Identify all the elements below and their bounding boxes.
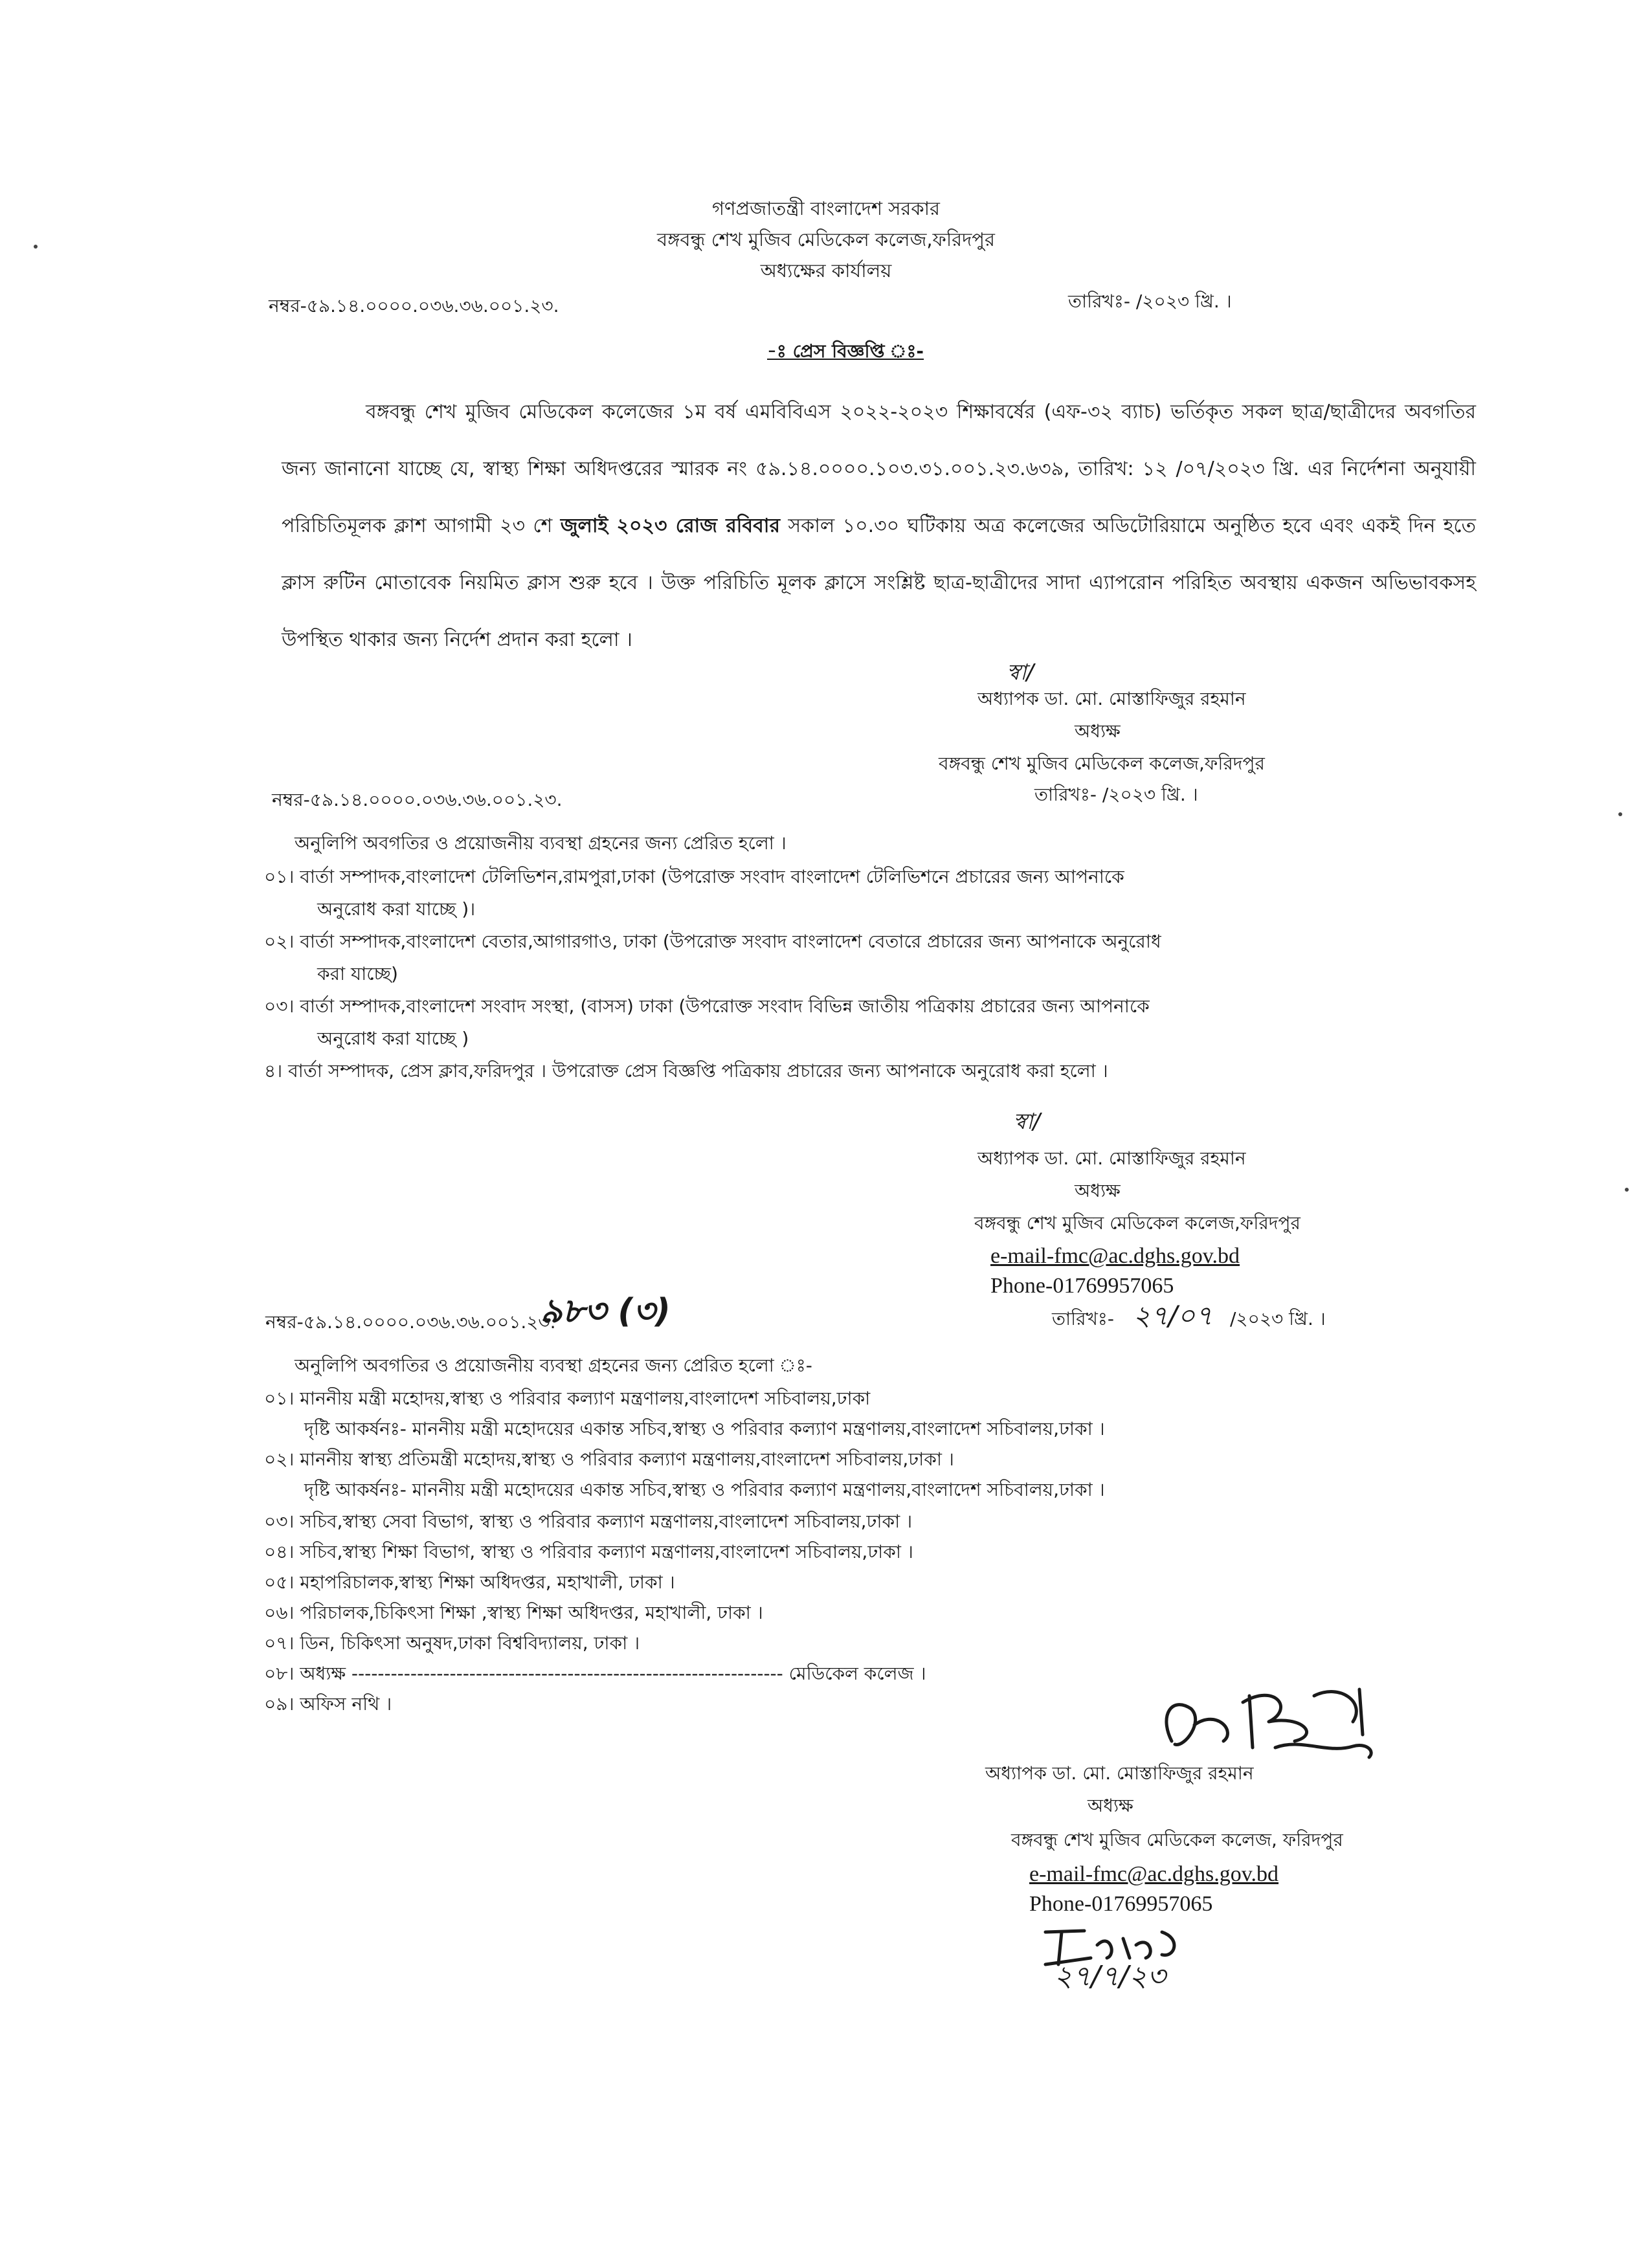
- email-address[interactable]: e-mail-fmc@ac.dghs.gov.bd: [990, 1244, 1240, 1268]
- body-text-part2: সকাল ১০.৩০ ঘটিকায় অত্র কলেজের অডিটোরিয়ামে অনুষ্ঠিত হবে এবং একই দিন হতে ক্লাস রুটিন মোতাবেক নিয়মিত ক্লাস শুরু হবে । উক্ত পরিচিতি মূলক ক্লাসে সংশ্লিষ্ট ছাত্র-ছাত্রীদের সাদা এ্যাপরোন পরিহিত অবস্থায় একজন অভিভাবকসহ উপস্থিত থাকার জন্য নির্দেশ প্রদান করা হলো ।: [282, 515, 1476, 651]
- copy-item-continued: করা যাচ্ছে): [317, 963, 398, 984]
- copy-item: ০৬। পরিচালক,চিকিৎসা শিক্ষা ,স্বাস্থ্য শিক্ষা অধিদপ্তর, মহাখালী, ঢাকা ।: [264, 1602, 763, 1623]
- copy-list-intro: অনুলিপি অবগতির ও প্রয়োজনীয় ব্যবস্থা গ্রহনের জন্য প্রেরিত হলো ।: [295, 832, 787, 854]
- copy-item: ০২। বার্তা সম্পাদক,বাংলাদেশ বেতার,আগারগাও, ঢাকা (উপরোক্ত সংবাদ বাংলাদেশ বেতারে প্রচারের জন্য আপনাকে অনুরোধ: [264, 931, 1161, 952]
- scan-speck: [1618, 812, 1622, 816]
- copy-item: ০৯। অফিস নথি ।: [264, 1693, 392, 1715]
- copy-item: ৪। বার্তা সম্পাদক, প্রেস ক্লাব,ফরিদপুর । উপরোক্ত প্রেস বিজ্ঞপ্তি পত্রিকায় প্রচারের জন্য আপনাকে অনুরোধ করা হলো ।: [264, 1060, 1108, 1082]
- copy-item: ০৫। মহাপরিচালক,স্বাস্থ্য শিক্ষা অধিদপ্তর, মহাখালী, ঢাকা ।: [264, 1572, 675, 1593]
- copy-item: ০৮। অধ্যক্ষ ------------------------------------------------------------------ মেডিকেল কলেজ ।: [264, 1663, 926, 1684]
- header-office: অধ্যক্ষের কার্যালয়: [760, 260, 892, 282]
- copy-item: ০৭। ডিন, চিকিৎসা অনুষদ,ঢাকা বিশ্ববিদ্যালয়, ঢাকা ।: [264, 1632, 640, 1654]
- handwritten-memo-number: ৯৮৩ (৩): [541, 1292, 671, 1331]
- press-release-title: -ঃ প্রেস বিজ্ঞপ্তি ঃ-: [767, 340, 924, 362]
- header-college: বঙ্গবন্ধু শেখ মুজিব মেডিকেল কলেজ,ফরিদপুর: [657, 228, 995, 250]
- memo3-date-suffix: /২০২৩ খ্রি. ।: [1230, 1308, 1326, 1329]
- body-text-bold: জুলাই ২০২৩ রোজ রবিবার: [560, 515, 780, 537]
- copy-item-attention: দৃষ্টি আকর্ষনঃ- মাননীয় মন্ত্রী মহোদয়ের একান্ত সচিব,স্বাস্থ্য ও পরিবার কল্যাণ মন্ত্রণালয়,বাংলাদেশ সচিবালয়,ঢাকা ।: [304, 1479, 1105, 1500]
- signatory-designation: অধ্যক্ষ: [1075, 720, 1121, 742]
- copy-item: ০৩। বার্তা সম্পাদক,বাংলাদেশ সংবাদ সংস্থা, (বাসস) ঢাকা (উপরোক্ত সংবাদ বিভিন্ন জাতীয় পত্রিকায় প্রচারের জন্য আপনাকে: [264, 995, 1150, 1017]
- memo3-date-prefix: তারিখঃ-: [1052, 1308, 1114, 1329]
- scan-speck: [1625, 1188, 1629, 1192]
- memo3-number: নম্বর-৫৯.১৪.০০০০.০৩৬.৩৬.০০১.২৩.: [265, 1311, 556, 1333]
- signatory-designation: অধ্যক্ষ: [1075, 1180, 1121, 1201]
- signatory-institution: বঙ্গবন্ধু শেখ মুজিব মেডিকেল কলেজ,ফরিদপুর: [974, 1212, 1300, 1234]
- signatory-institution: বঙ্গবন্ধু শেখ মুজিব মেডিকেল কলেজ, ফরিদপুর: [1011, 1829, 1343, 1851]
- handwritten-date: ২৭/০৭: [1133, 1300, 1213, 1331]
- signature1-date: তারিখঃ- /২০২৩ খ্রি. ।: [1034, 784, 1198, 805]
- signatory-name: অধ্যাপক ডা. মো. মোস্তাফিজুর রহমান: [977, 1148, 1246, 1169]
- body-text-part1: বঙ্গবন্ধু শেখ মুজিব মেডিকেল কলেজের ১ম বর্ষ এমবিবিএস ২০২২-২০২৩ শিক্ষাবর্ষের (এফ-৩২ ব্যাচ) ভর্তিকৃত সকল ছাত্র/ছাত্রীদের অবগতির জন্য জানানো যাচ্ছে যে, স্বাস্থ্য শিক্ষা অধিদপ্তরের স্মারক নং ৫৯.১৪.০০০০.১০৩.৩১.০০১.২৩.৬৩৯, তারিখ: ১২ /০৭/২০২৩ খ্রি. এর নির্দেশনা অনুযায়ী পরিচিতিমূলক ক্লাশ আগামী ২৩ শে: [282, 401, 1476, 537]
- memo-date: তারিখঃ- /২০২৩ খ্রি. ।: [1068, 291, 1232, 312]
- phone-number: Phone-01769957065: [990, 1274, 1174, 1298]
- copy-item: ০৪। সচিব,স্বাস্থ্য শিক্ষা বিভাগ, স্বাস্থ্য ও পরিবার কল্যাণ মন্ত্রণালয়,বাংলাদেশ সচিবালয়,ঢাকা ।: [264, 1541, 913, 1562]
- header-government: গণপ্রজাতন্ত্রী বাংলাদেশ সরকার: [711, 197, 941, 219]
- copy-item-continued: অনুরোধ করা যাচ্ছে ): [317, 1028, 469, 1049]
- signature-initial: স্বা/: [1007, 660, 1034, 685]
- signatory-designation: অধ্যক্ষ: [1088, 1795, 1133, 1816]
- handwritten-signature: [1146, 1670, 1392, 1767]
- copy-item-attention: দৃষ্টি আকর্ষনঃ- মাননীয় মন্ত্রী মহোদয়ের একান্ত সচিব,স্বাস্থ্য ও পরিবার কল্যাণ মন্ত্রণালয়,বাংলাদেশ সচিবালয়,ঢাকা ।: [304, 1418, 1105, 1440]
- copy-item-continued: অনুরোধ করা যাচ্ছে )।: [317, 898, 476, 920]
- signatory-name: অধ্যাপক ডা. মো. মোস্তাফিজুর রহমান: [985, 1762, 1254, 1784]
- memo2-number: নম্বর-৫৯.১৪.০০০০.০৩৬.৩৬.০০১.২৩.: [272, 789, 563, 810]
- signatory-name: অধ্যাপক ডা. মো. মোস্তাফিজুর রহমান: [977, 688, 1246, 709]
- copy-list-intro: অনুলিপি অবগতির ও প্রয়োজনীয় ব্যবস্থা গ্রহনের জন্য প্রেরিত হলো ঃ-: [295, 1355, 812, 1376]
- copy-item: ০১। মাননীয় মন্ত্রী মহোদয়,স্বাস্থ্য ও পরিবার কল্যাণ মন্ত্রণালয়,বাংলাদেশ সচিবালয়,ঢাকা: [264, 1388, 871, 1409]
- phone-number: Phone-01769957065: [1029, 1892, 1213, 1916]
- memo-number: নম্বর-৫৯.১৪.০০০০.০৩৬.৩৬.০০১.২৩.: [269, 295, 559, 317]
- body-paragraph: [282, 384, 1476, 669]
- copy-item: ০১। বার্তা সম্পাদক,বাংলাদেশ টেলিভিশন,রামপুরা,ঢাকা (উপরোক্ত সংবাদ বাংলাদেশ টেলিভিশনে প্রচারের জন্য আপনাকে: [264, 866, 1124, 887]
- handwritten-receipt-date: ২৭/৭/২৩: [1054, 1960, 1166, 1993]
- copy-item: ০২। মাননীয় স্বাস্থ্য প্রতিমন্ত্রী মহোদয়,স্বাস্থ্য ও পরিবার কল্যাণ মন্ত্রণালয়,বাংলাদেশ সচিবালয়,ঢাকা ।: [264, 1449, 954, 1470]
- signature-initial: স্বা/: [1013, 1109, 1041, 1135]
- copy-item: ০৩। সচিব,স্বাস্থ্য সেবা বিভাগ, স্বাস্থ্য ও পরিবার কল্যাণ মন্ত্রণালয়,বাংলাদেশ সচিবালয়,ঢাকা ।: [264, 1511, 913, 1532]
- email-address[interactable]: e-mail-fmc@ac.dghs.gov.bd: [1029, 1862, 1279, 1886]
- signatory-institution: বঙ্গবন্ধু শেখ মুজিব মেডিকেল কলেজ,ফরিদপুর: [939, 753, 1265, 774]
